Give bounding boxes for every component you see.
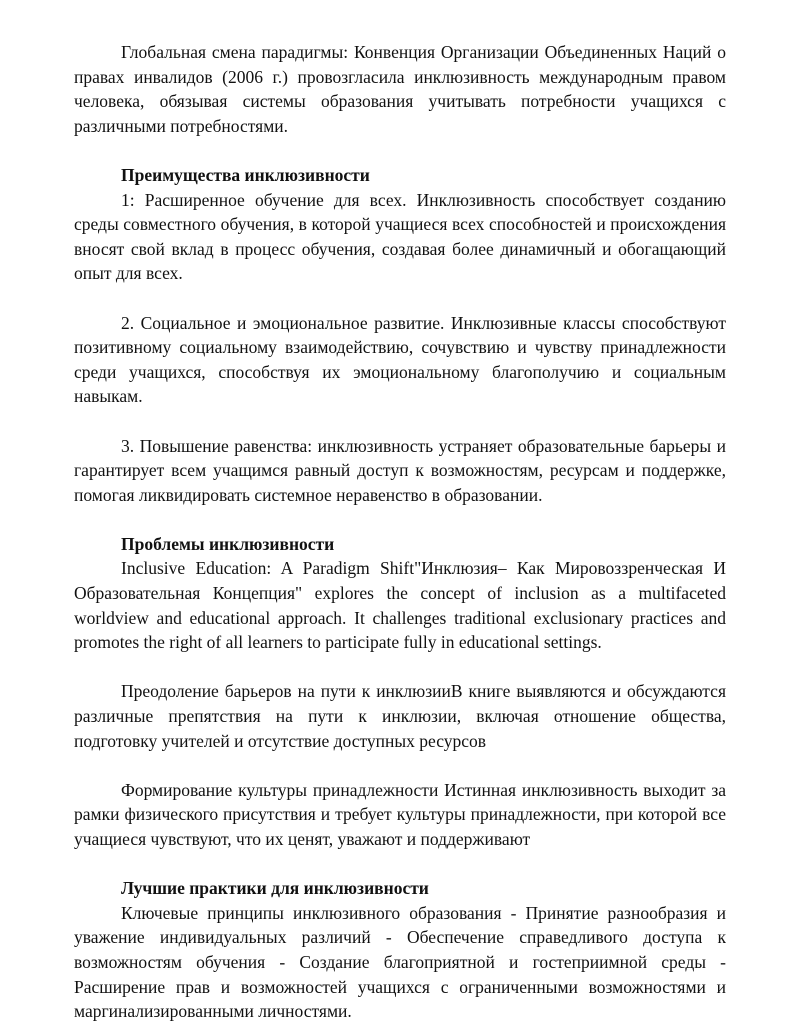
heading-challenges: Проблемы инклюзивности: [121, 533, 335, 554]
paragraph-paradigm-shift: Глобальная смена парадигмы: Конвенция Организации Объединенных Наций о правах инвалидов (2006 г.) провозгласила инклюзивность международным правом человека, обязывая системы образования учитывать потребности учащихся с различными потребностями.: [74, 42, 726, 136]
spacer: [74, 852, 726, 877]
heading-benefits: Преимущества инклюзивности: [121, 164, 370, 185]
paragraph-benefit-3: 3. Повышение равенства: инклюзивность устраняет образовательные барьеры и гарантирует всем учащимся равный доступ к возможностям, ресурсам и поддержке, помогая ликвидировать системное неравенство в образовании.: [74, 435, 726, 505]
paragraph-best-practices: Ключевые принципы инклюзивного образования - Принятие разнообразия и уважение индивидуальных различий - Обеспечение справедливого доступа к возможностям обучения - Создание благоприятной и гостеприимной среды - Расширение прав и возможностей учащихся с ограниченными возможностями и маргинализированными личностями.: [74, 902, 726, 1022]
document-page: [74, 40, 726, 1024]
spacer: [74, 286, 726, 311]
spacer: [74, 753, 726, 778]
spacer: [74, 138, 726, 163]
spacer: [74, 655, 726, 680]
paragraph-challenge-3: Формирование культуры принадлежности Истинная инклюзивность выходит за рамки физического присутствия и требует культуры принадлежности, при которой все учащиеся чувствуют, что их ценят, уважают и поддерживают: [74, 779, 726, 849]
spacer: [74, 409, 726, 434]
spacer: [74, 507, 726, 532]
paragraph-benefit-2: 2. Социальное и эмоциональное развитие. Инклюзивные классы способствуют позитивному социальному взаимодействию, сочувствию и чувству принадлежности среди учащихся, способствуя их эмоциональному благополучию и социальным навыкам.: [74, 312, 726, 407]
heading-best-practices: Лучшие практики для инклюзивности: [121, 878, 429, 899]
paragraph-challenge-2: Преодоление барьеров на пути к инклюзииВ книге выявляются и обсуждаются различные препятствия на пути к инклюзии, включая отношение общества, подготовку учителей и отсутствие доступных ресурсов: [74, 681, 726, 751]
paragraph-challenge-1: Inclusive Education: A Paradigm Shift"Инклюзия– Как Мировоззренческая И Образовательная Концепция" explores the concept of inclusion as a multifaceted worldview and educational approach. It challenges traditional exclusionary practices and promotes the right of all learners to participate fully in educational settings.: [74, 558, 726, 653]
paragraph-benefit-1: 1: Расширенное обучение для всех. Инклюзивность способствует созданию среды совместного обучения, в которой учащиеся всех способностей и происхождения вносят свой вклад в процесс обучения, создавая более динамичный и обогащающий опыт для всех.: [74, 189, 726, 284]
